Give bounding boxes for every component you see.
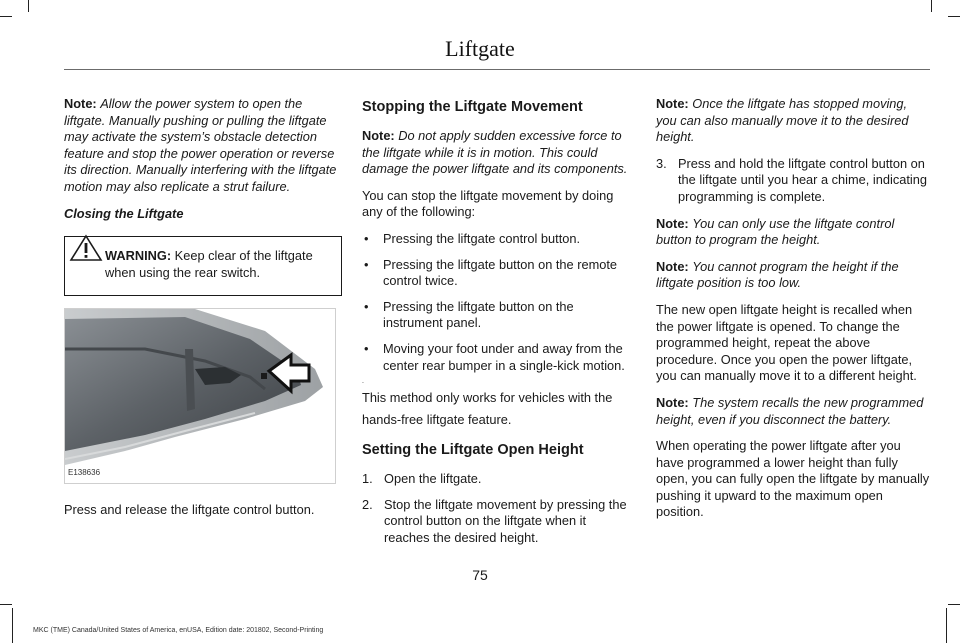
list-item [362,341,632,374]
note-too-low [656,259,930,292]
stop-intro: You can stop the liftgate movement by doing any of the following: [362,187,614,220]
warning-line [69,248,337,281]
recall-paragraph: The new open liftgate height is recalled when the power liftgate is opened. To change the programmed height, repeat the above procedure. Once you open the power liftgate, you can manually move it to a different height. [656,301,917,384]
note-text: You cannot program the height if the liftgate position is too low. [656,258,899,291]
column-middle [362,96,632,557]
list-item-text: Pressing the liftgate button on the remote control twice. [383,256,618,289]
step-number: 2. [362,496,373,512]
page-title: Liftgate [445,36,515,61]
edition-footer: MKC (TME) Canada/United States of America, enUSA, Edition date: 201802, Second-Printing [33,627,324,634]
step-text: Stop the liftgate movement by pressing the control button on the liftgate when it reaches the desired height. [384,496,627,545]
list-item-text: Pressing the liftgate control button. [383,230,581,246]
crop-mark-top-right-h [948,16,960,17]
note-text: The system recalls the new programmed height, even if you disconnect the battery. [656,394,924,427]
crop-mark-bottom-right-v [946,608,947,643]
list-item-text: Pressing the liftgate button on the instrument panel. [383,298,574,331]
column-right [656,96,930,531]
stop-methods-list [362,231,632,374]
crop-mark-bottom-right-h [948,604,960,605]
note-sudden-force [362,128,632,178]
warning-text: Keep clear of the liftgate when using the rear switch. [105,248,313,280]
list-item [362,231,632,248]
note-text: You can only use the liftgate control button to program the height. [656,215,895,248]
liftgate-figure [64,308,336,484]
liftgate-illustration [65,309,336,484]
note-text: Once the liftgate has stopped moving, you can also manually move it to the desired height. [656,96,909,145]
note-label: Note: [656,394,689,410]
note-control-button-only [656,216,930,249]
step-text: Press and hold the liftgate control button on the liftgate until you hear a chime, indicating programming is complete. [678,155,927,204]
hands-free-note: This method only works for vehicles with the hands-free liftgate feature. [362,390,613,428]
page-number: 75 [472,567,488,583]
crop-mark-top-right-v [931,0,932,12]
crop-mark-top-left-v [28,0,29,12]
step-number: 3. [656,155,667,171]
crop-mark-bottom-left-h [0,604,12,605]
press-release-text: Press and release the liftgate control button. [64,502,315,518]
stray-mark: . [362,378,364,386]
title-divider [64,69,930,70]
closing-liftgate-subhead: Closing the Liftgate [64,205,184,221]
column-left [64,96,342,529]
note-label: Note: [656,215,689,231]
bullet-icon: • [364,340,369,356]
full-open-paragraph: When operating the power liftgate after you have programmed a lower height than fully open, you can fully open the liftgate by manually pushing it upward to the maximum open position. [656,438,930,520]
warning-triangle-icon [69,234,103,262]
step-number: 1. [362,471,373,487]
setting-steps-continued [656,156,930,206]
note-battery [656,395,930,428]
note-text: Do not apply sudden excessive force to the liftgate while it is in motion. This could damage the power liftgate and its components. [362,128,628,177]
stopping-heading: Stopping the Liftgate Movement [362,99,583,115]
note-label: Note: [64,96,97,111]
list-item [362,471,632,488]
note-label: Note: [656,96,689,111]
list-item [362,257,632,290]
note-allow-power [64,96,342,196]
setting-height-heading: Setting the Liftgate Open Height [362,442,584,459]
warning-label: WARNING: [105,248,172,264]
crop-mark-top-left-h [0,16,12,17]
bullet-icon: • [364,256,369,272]
step-text: Open the liftgate. [384,471,482,487]
list-item-text: Moving your foot under and away from the center rear bumper in a single-kick motion. [383,340,625,373]
note-label: Note: [656,258,689,274]
note-manual-move [656,96,930,146]
warning-box [64,236,342,296]
bullet-icon: • [364,298,369,314]
list-item [362,497,632,547]
setting-steps-list [362,471,632,546]
list-item [362,299,632,332]
crop-mark-bottom-left-v [12,608,13,643]
list-item [656,156,930,206]
note-text: Allow the power system to open the liftgate. Manually pushing or pulling the liftgate may activate the system’s obstacle detection feature and stop the power operation or reverse its direction. Manually interfering with the liftgate motion may also replicate a strut failure. [64,96,337,194]
bullet-icon: • [364,230,369,246]
figure-code: E138636 [68,467,101,477]
note-label: Note: [362,128,395,143]
